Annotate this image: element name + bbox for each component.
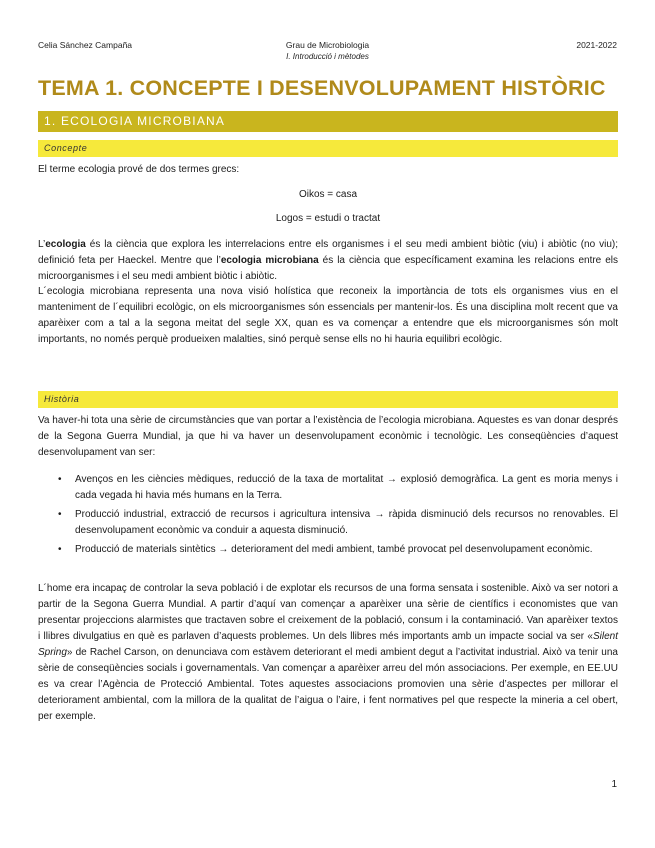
header-subtitle: I. Introducció i mètodes xyxy=(286,52,369,61)
concepte-intro: El terme ecologia prové de dos termes grecs: xyxy=(38,164,240,175)
concepte-paragraph-1: L’ecologia és la ciència que explora les interrelacions entre els organismes i el seu medi ambient biòtic (viu) i abiòtic (no viu); definició feta per Haeckel. Mentre que l’ecologia microbiana és la ciència que específicament examina les relacions entre els microorganismes i el seu medi ambient biòtic i abiòtic. xyxy=(38,239,618,282)
definition-oikos: Oikos = casa xyxy=(298,189,358,200)
historia-paragraph-1: Va haver-hi tota una sèrie de circumstàncies que van portar a l’existència de l’ecologia microbiana. Aquestes es van donar després de la Segona Guerra Mundial, ja que hi va haver un desenvolupament econòmic i tecnològic. Les conseqüències d’aquest desenvolupament van ser: xyxy=(38,415,618,458)
historia-paragraph-2: L´home era incapaç de controlar la seva població i de explotar els recursos de una forma sensata i sostenible. Això va ser notori a partir de la Segona Guerra Mundial. A partir d’aquí van començar a aparèixer una sèrie de científics i economistes que van presentar projeccions alarmistes que tractaven sobre el creixement de la població, consum i la contaminació. Van aparèixer textos i llibres divulgatius en què es parlaven d’aquests problemes. Un dels llibres més importants amb un impacte social va ser «Silent Spring» de Rachel Carson, on denunciava com estàvem deteriorant el medi ambient degut a l’activitat industrial. Això va tenir una sèrie de conseqüències socials i governamentals. Van començar a aparèixer arreu del món associacions. Per exemple, en EE.UU es va crear l’Agència de Protecció Ambiental. Totes aquestes associacions promovien una sèrie d’aspectes per millorar el deteriorament ambiental, com la millora de la qualitat de l’aigua o l’aire, i fent normatives pel que respecte la mineria a cel obert, per exemple. xyxy=(38,583,618,722)
header-course-block xyxy=(0,40,655,62)
subheading-bar-concepte xyxy=(38,140,618,157)
book-title: Silent Spring xyxy=(38,631,618,658)
definition-logos: Logos = estudi o tractat xyxy=(275,213,381,224)
term-ecologia: ecologia xyxy=(45,239,86,250)
concepte-paragraph-2: L´ecologia microbiana representa una nova visió holística que reconeix la importància de tots els organismes vius en el manteniment de l´equilibri ecològic, on els microorganismes són essencials per mantenir-los. És una disciplina molt recent que va aparèixer com a tal a la segona meitat del segle XX, quan es va començar a entendre que els microorganismes són molt importants, no només perquè produeixen malalties, sinó perquè sense ells no hi hauria equilibri ecològic. xyxy=(38,286,618,345)
header-year: 2021-2022 xyxy=(576,40,617,50)
section-heading-bar xyxy=(38,111,618,132)
list-item: • Avenços en les ciències mèdiques, reducció de la taxa de mortalitat → explosió demogràfica. La gent es moria menys i cada vegada hi havia més humans en la Terra. xyxy=(38,472,618,504)
subheading-historia: Història xyxy=(44,394,80,404)
list-item: • Producció industrial, extracció de recursos i agricultura intensiva → ràpida disminució dels recursos no renovables. El desenvolupament econòmic va conduir a aquesta disminució. xyxy=(38,507,618,539)
consequences-list xyxy=(38,472,618,561)
section-heading: 1. ECOLOGIA MICROBIANA xyxy=(44,114,226,128)
term-ecologia-microbiana: ecologia microbiana xyxy=(220,255,319,266)
page-number: 1 xyxy=(611,779,617,790)
header-course: Grau de Microbiologia xyxy=(285,40,370,50)
subheading-concepte: Concepte xyxy=(44,143,88,153)
page-title: TEMA 1. CONCEPTE I DESENVOLUPAMENT HISTÒRIC xyxy=(38,76,606,100)
list-item: • Producció de materials sintètics → deteriorament del medi ambient, també provocat pel desenvolupament econòmic. xyxy=(38,542,618,558)
header-author: Celia Sánchez Campaña xyxy=(38,40,133,50)
subheading-bar-historia xyxy=(38,391,618,408)
